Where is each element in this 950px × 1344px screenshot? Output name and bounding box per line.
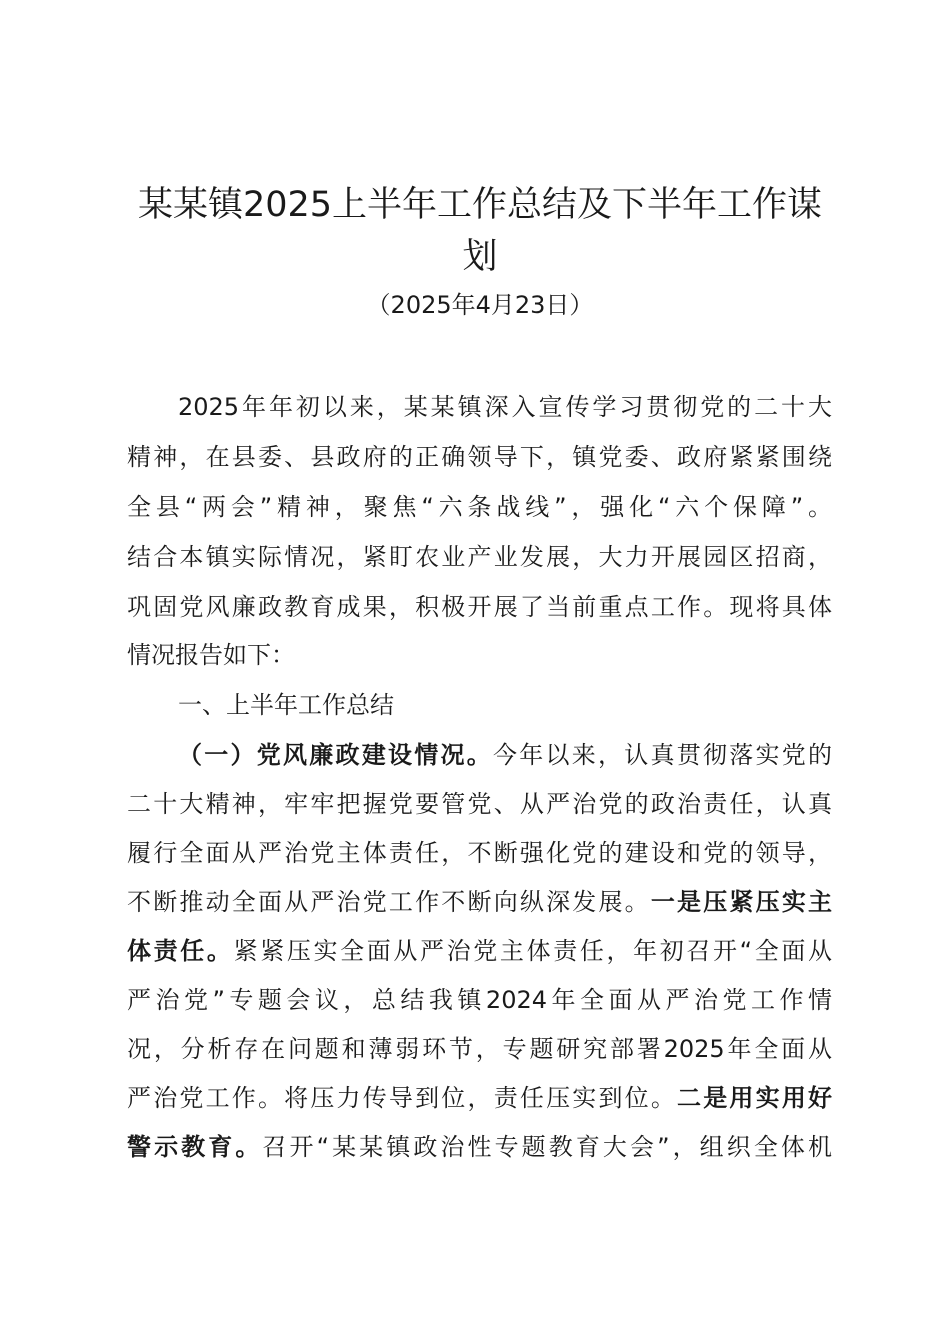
subsection-heading: （一）党风廉政建设情况。 [178,741,493,769]
section-heading: 一、上半年工作总结 [178,691,394,719]
paragraph-line: 精神，在县委、县政府的正确领导下，镇党委、政府紧紧围绕 [127,443,832,471]
key-point-heading: 警示教育。 [127,1133,263,1161]
paragraph-line: 况，分析存在问题和薄弱环节，专题研究部署2025年全面从 [127,1035,832,1063]
paragraph-line: 警示教育。召开“某某镇政治性专题教育大会”，组织全体机 [127,1133,833,1161]
document-title-line1: 某某镇2025上半年工作总结及下半年工作谋 [137,185,823,225]
paragraph-line: 履行全面从严治党主体责任，不断强化党的建设和党的领导， [127,839,832,867]
paragraph-line: 全县“两会”精神，聚焦“六条战线”，强化“六个保障”。 [127,493,832,521]
paragraph-line: 严治党”专题会议，总结我镇2024年全面从严治党工作情 [127,986,832,1014]
paragraph-line: 巩固党风廉政教育成果，积极开展了当前重点工作。现将具体 [127,593,832,621]
paragraph-line: 结合本镇实际情况，紧盯农业产业发展，大力开展园区招商， [127,543,832,571]
key-point-heading: 二是用实用好 [677,1084,833,1112]
paragraph-line: 情况报告如下： [127,641,295,669]
key-point-heading: 一是压紧压实主 [650,888,833,916]
paragraph-line: 二十大精神，牢牢把握党要管党、从严治党的政治责任，认真 [127,790,832,818]
document-title-line2: 划 [462,237,498,277]
paragraph-line: （一）党风廉政建设情况。今年以来，认真贯彻落实党的 [178,741,832,769]
paragraph-line: 不断推动全面从严治党工作不断向纵深发展。一是压紧压实主 [127,888,833,916]
paragraph-line: 2025年年初以来，某某镇深入宣传学习贯彻党的二十大 [178,393,832,421]
paragraph-line: 体责任。紧紧压实全面从严治党主体责任，年初召开“全面从 [127,937,833,965]
paragraph-line: 严治党工作。将压力传导到位，责任压实到位。二是用实用好 [127,1084,833,1112]
document-date: （2025年4月23日） [366,291,594,319]
key-point-heading: 体责任。 [127,937,234,965]
